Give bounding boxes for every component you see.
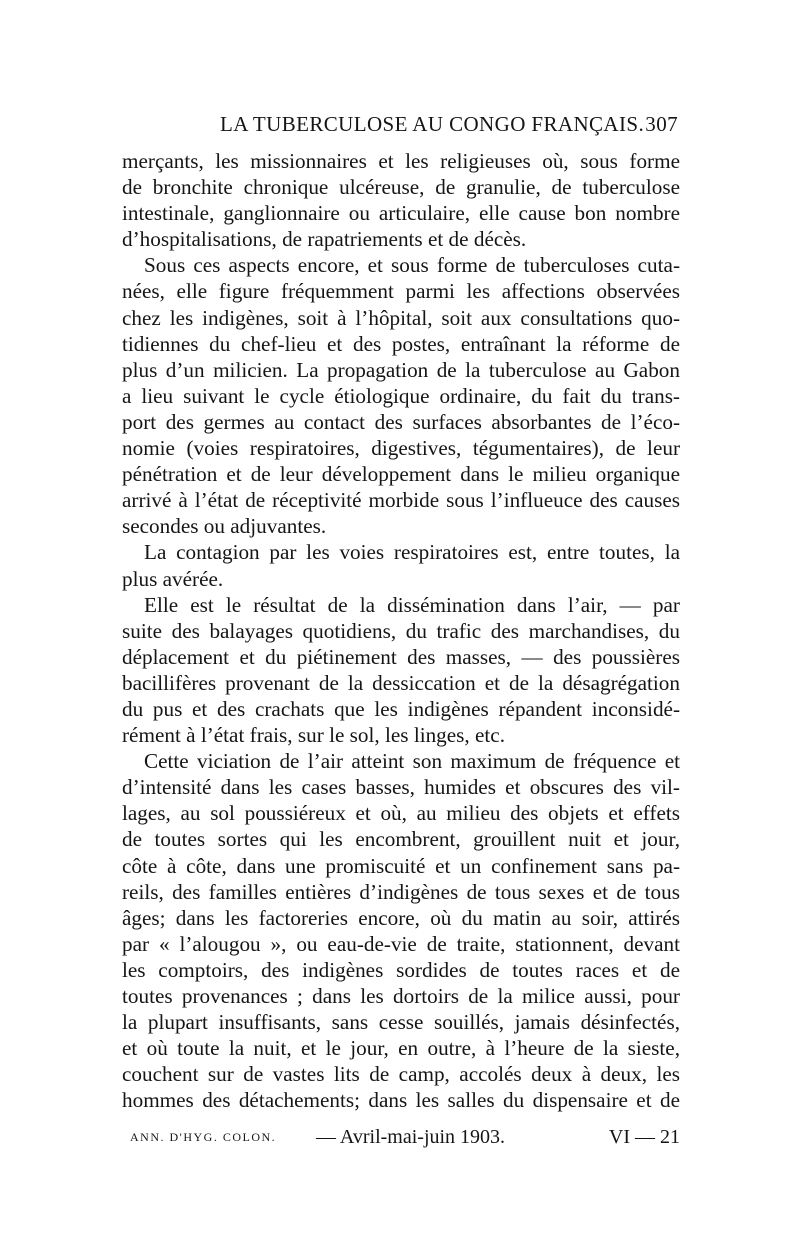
body-text xyxy=(122,148,680,1113)
text-line: de bronchite chronique ulcéreuse, de granulie, de tuberculose xyxy=(122,175,680,200)
text-line: d’hospitalisations, de rapatriements et de décès. xyxy=(122,227,527,252)
text-line: intestinale, ganglionnaire ou articulaire, elle cause bon nombre xyxy=(122,201,680,226)
text-line: d’intensité dans les cases basses, humides et obscures des vil- xyxy=(122,775,680,800)
paragraph-start-line: La contagion par les voies respiratoires est, entre toutes, la xyxy=(144,540,680,565)
text-line: bacillifères provenant de la dessiccation et de la désagrégation xyxy=(122,670,680,695)
text-line: déplacement et du piétinement des masses, — des poussières xyxy=(122,644,680,669)
text-line: côte à côte, dans une promiscuité et un confinement sans pa- xyxy=(122,853,680,878)
text-line: plus avérée. xyxy=(122,566,224,591)
text-line: couchent sur de vastes lits de camp, accolés deux à deux, les xyxy=(122,1062,680,1087)
text-line: et où toute la nuit, et le jour, en outre, à l’heure de la sieste, xyxy=(122,1036,680,1061)
text-line: chez les indigènes, soit à l’hôpital, soit aux consultations quo- xyxy=(122,305,680,330)
text-line: merçants, les missionnaires et les religieuses où, sous forme xyxy=(122,149,680,173)
issue-date: — Avril-mai-juin 1903. xyxy=(316,1126,506,1148)
text-line: plus d’un milicien. La propagation de la tuberculose au Gabon xyxy=(122,357,680,382)
text-line: par « l’alougou », ou eau-de-vie de traite, stationnent, devant xyxy=(122,931,680,956)
text-line: la plupart insuffisants, sans cesse souillés, jamais désinfectés, xyxy=(122,1010,680,1035)
text-line: de toutes sortes qui les encombrent, grouillent nuit et jour, xyxy=(122,827,680,852)
text-line: reils, des familles entières d’indigènes de tous sexes et de tous xyxy=(122,879,680,904)
paragraph-start-line: Sous ces aspects encore, et sous forme de tuberculoses cuta- xyxy=(144,253,680,278)
paragraph-start-line: Elle est le résultat de la dissémination dans l’air, — par xyxy=(144,592,680,617)
journal-abbreviation: ANN. D'HYG. COLON. xyxy=(130,1130,277,1144)
text-line: hommes des détachements; dans les salles du dispensaire et de xyxy=(122,1088,680,1113)
text-line: secondes ou adjuvantes. xyxy=(122,514,327,539)
text-line: rément à l’état frais, sur le sol, les linges, etc. xyxy=(122,723,506,748)
text-line: les comptoirs, des indigènes sordides de toutes races et de xyxy=(122,957,680,982)
text-line: du pus et des crachats que les indigènes répandent inconsidé- xyxy=(122,696,680,721)
page-number: 307 xyxy=(645,112,678,136)
text-line: âges; dans les factoreries encore, où du matin au soir, attirés xyxy=(122,905,680,930)
text-line: nées, elle figure fréquemment parmi les affections observées xyxy=(122,279,680,304)
text-line: nomie (voies respiratoires, digestives, tégumentaires), de leur xyxy=(122,436,680,461)
text-line: port des germes au contact des surfaces absorbantes de l’éco- xyxy=(122,409,680,434)
page-footer xyxy=(130,1126,680,1156)
running-header xyxy=(122,112,680,144)
text-line: a lieu suivant le cycle étiologique ordinaire, du fait du trans- xyxy=(122,383,680,408)
signature-mark: VI — 21 xyxy=(608,1126,680,1148)
text-line: lages, au sol poussiéreux et où, au milieu des objets et effets xyxy=(122,801,680,826)
running-title: LA TUBERCULOSE AU CONGO FRANÇAIS. xyxy=(220,112,645,136)
text-line: pénétration et de leur développement dans le milieu organique xyxy=(122,462,680,487)
text-line: suite des balayages quotidiens, du trafic des marchandises, du xyxy=(122,618,680,643)
text-line: toutes provenances ; dans les dortoirs de la milice aussi, pour xyxy=(122,984,680,1008)
text-line: arrivé à l’état de réceptivité morbide sous l’influeuce des causes xyxy=(122,488,680,513)
paragraph-start-line: Cette viciation de l’air atteint son maximum de fréquence et xyxy=(144,749,680,774)
text-line: tidiennes du chef-lieu et des postes, entraînant la réforme de xyxy=(122,331,680,356)
